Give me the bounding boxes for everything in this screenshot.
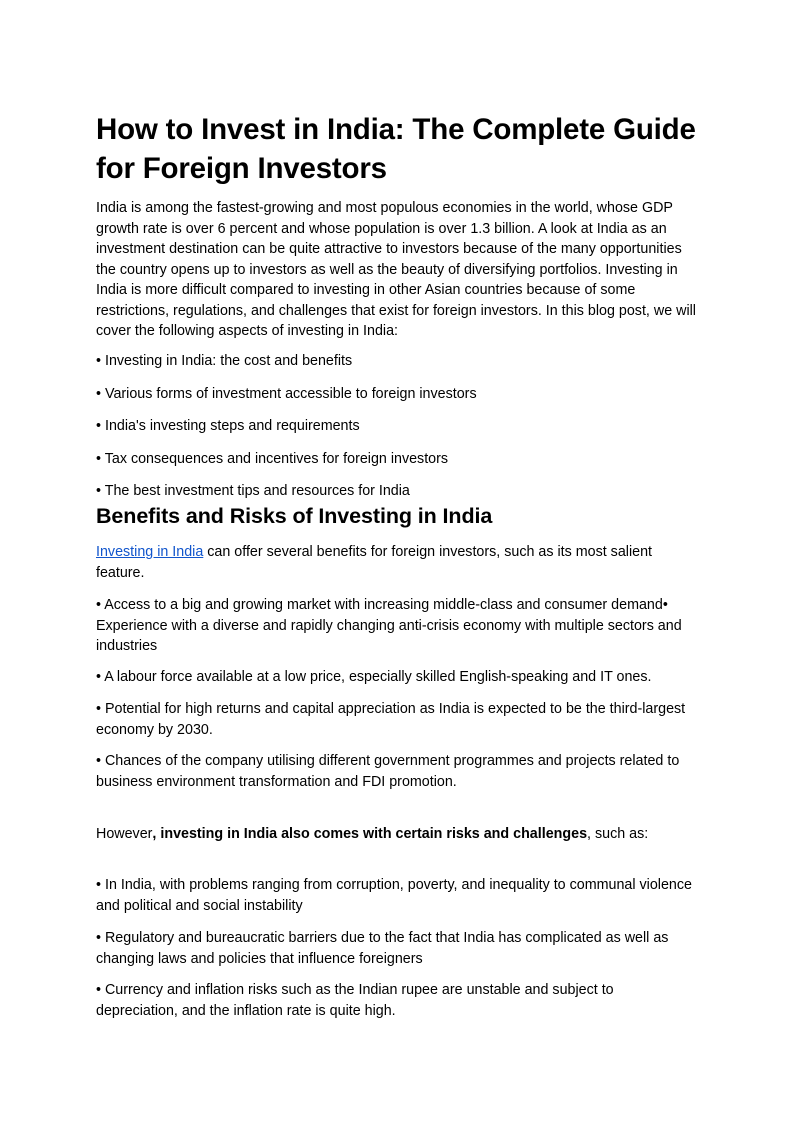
section-heading: Benefits and Risks of Investing in India [96,504,493,528]
benefit-item: • A labour force available at a low price, especially skilled English-speaking and IT ones. [96,669,652,685]
risks-intro-end: , such as: [587,826,649,842]
benefit-item: • Potential for high returns and capital appreciation as India is expected to be the third-largest economy by 2030. [96,701,686,738]
intro-paragraph: India is among the fastest-growing and most populous economies in the world, whose GDP growth rate is over 6 percent and whose population is over 1.3 billion. A look at India as an investment destination can be quite attractive to investors because of the many opportunities the country opens up to investors as well as the beauty of diversifying portfolios. Investing in India is more difficult compared to investing in other Asian countries because of some restrictions, regulations, and challenges that exist for foreign investors. In this blog post, we will cover the following aspects of investing in India: [96,200,696,339]
benefits-intro-text: can offer several benefits for foreign investors, such as its most salient feature. [96,544,653,581]
aspect-item: • Tax consequences and incentives for foreign investors [96,451,449,467]
risks-intro [96,824,696,845]
risks-intro-bold: , investing in India also comes with certain risks and challenges [152,826,588,842]
risk-item: • Currency and inflation risks such as the Indian rupee are unstable and subject to depreciation, and the inflation rate is quite high. [96,982,614,1019]
benefits-intro [96,542,696,583]
investing-in-india-link[interactable]: Investing in India [96,544,204,560]
risk-item: • In India, with problems ranging from corruption, poverty, and inequality to communal violence and political and social instability [96,877,692,914]
risk-item: • Regulatory and bureaucratic barriers due to the fact that India has complicated as well as changing laws and policies that influence foreigners [96,930,669,967]
risks-intro-start: However [96,826,153,842]
aspect-item: • Various forms of investment accessible to foreign investors [96,386,477,402]
aspect-item: • Investing in India: the cost and benefits [96,353,353,369]
benefit-item: • Chances of the company utilising different government programmes and projects related to business environment transformation and FDI promotion. [96,753,680,790]
aspect-item: • The best investment tips and resources for India [96,483,410,499]
aspect-item: • India's investing steps and requirements [96,418,360,434]
benefit-item: • Access to a big and growing market with increasing middle-class and consumer demand• Experience with a diverse and rapidly changing anti-crisis economy with multiple sectors and industries [96,597,682,654]
page-title: How to Invest in India: The Complete Guide for Foreign Investors [96,113,696,185]
